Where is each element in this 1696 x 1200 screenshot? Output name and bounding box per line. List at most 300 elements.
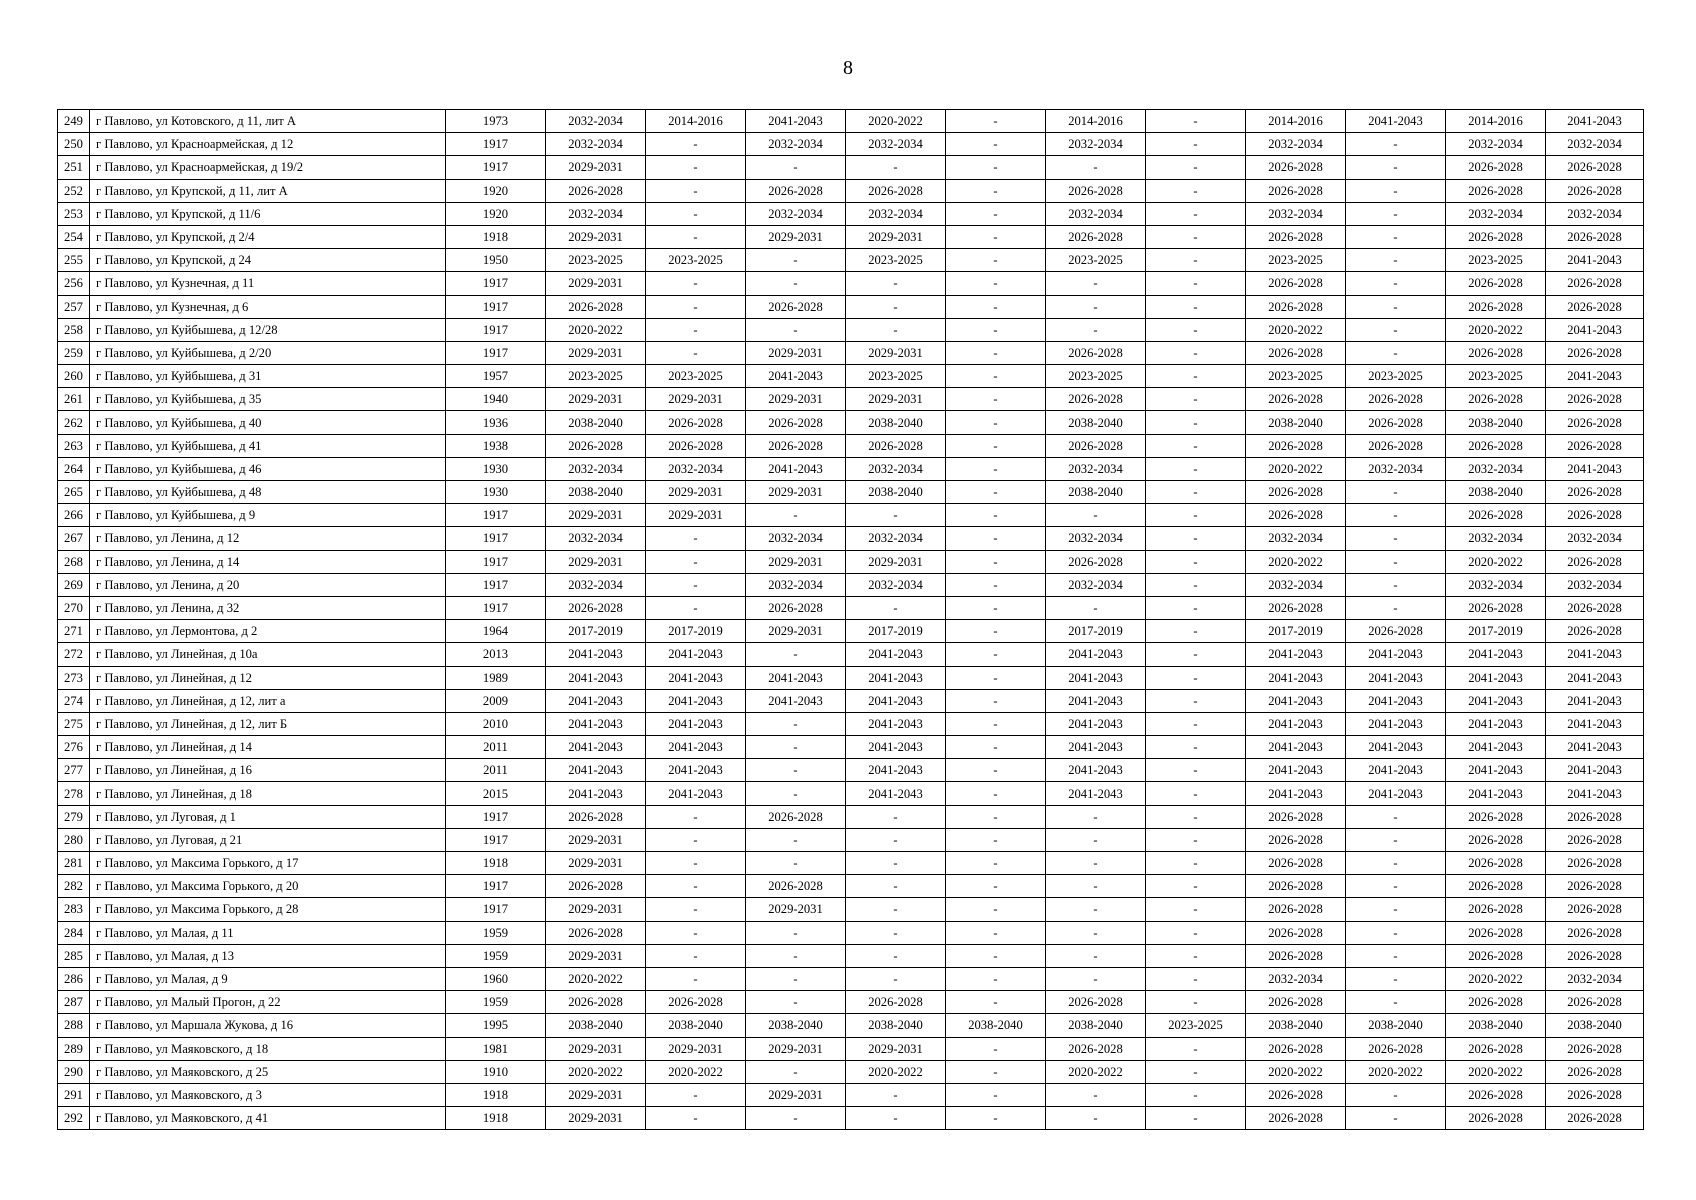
row-number-cell: 289 [58,1037,90,1060]
period-cell-5: - [946,898,1046,921]
period-cell-5: - [946,736,1046,759]
period-cell-5: - [946,759,1046,782]
period-cell-10: 2041-2043 [1446,666,1546,689]
period-cell-6: 2026-2028 [1046,179,1146,202]
period-cell-8: 2032-2034 [1246,202,1346,225]
address-cell: г Павлово, ул Линейная, д 12 [90,666,446,689]
period-cell-3: 2026-2028 [746,434,846,457]
period-cell-11: 2041-2043 [1546,249,1644,272]
period-cell-1: 2041-2043 [546,782,646,805]
period-cell-11: 2026-2028 [1546,225,1644,248]
period-cell-4: 2032-2034 [846,202,946,225]
period-cell-7: - [1146,573,1246,596]
housing-repair-schedule-table [57,109,1644,1130]
period-cell-11: 2026-2028 [1546,1060,1644,1083]
period-cell-5: - [946,504,1046,527]
period-cell-6: - [1046,272,1146,295]
period-cell-10: 2041-2043 [1446,712,1546,735]
period-cell-10: 2026-2028 [1446,991,1546,1014]
row-number-cell: 254 [58,225,90,248]
period-cell-4: 2029-2031 [846,550,946,573]
table-row [58,736,1644,759]
period-cell-5: - [946,991,1046,1014]
period-cell-4: 2041-2043 [846,712,946,735]
period-cell-7: - [1146,991,1246,1014]
period-cell-6: - [1046,967,1146,990]
period-cell-1: 2032-2034 [546,527,646,550]
period-cell-4: - [846,828,946,851]
period-cell-2: 2026-2028 [646,411,746,434]
table-row [58,388,1644,411]
period-cell-1: 2038-2040 [546,1014,646,1037]
period-cell-5: - [946,828,1046,851]
period-cell-11: 2026-2028 [1546,550,1644,573]
row-number-cell: 250 [58,133,90,156]
period-cell-2: 2032-2034 [646,457,746,480]
period-cell-7: - [1146,666,1246,689]
period-cell-2: 2017-2019 [646,620,746,643]
period-cell-10: 2041-2043 [1446,643,1546,666]
period-cell-3: 2041-2043 [746,110,846,133]
period-cell-2: 2029-2031 [646,388,746,411]
period-cell-11: 2041-2043 [1546,736,1644,759]
period-cell-6: - [1046,898,1146,921]
period-cell-7: - [1146,1060,1246,1083]
period-cell-4: 2032-2034 [846,527,946,550]
period-cell-3: 2029-2031 [746,620,846,643]
period-cell-3: - [746,318,846,341]
period-cell-3: - [746,736,846,759]
period-cell-6: - [1046,1107,1146,1130]
row-number-cell: 267 [58,527,90,550]
period-cell-4: 2038-2040 [846,481,946,504]
period-cell-9: - [1346,1107,1446,1130]
period-cell-11: 2026-2028 [1546,1107,1644,1130]
period-cell-8: 2026-2028 [1246,875,1346,898]
period-cell-7: - [1146,921,1246,944]
table-row [58,596,1644,619]
period-cell-10: 2026-2028 [1446,805,1546,828]
period-cell-8: 2026-2028 [1246,898,1346,921]
row-number-cell: 279 [58,805,90,828]
period-cell-5: - [946,295,1046,318]
period-cell-7: - [1146,1037,1246,1060]
period-cell-4: 2041-2043 [846,666,946,689]
period-cell-5: - [946,1083,1046,1106]
period-cell-6: 2032-2034 [1046,573,1146,596]
period-cell-3: 2026-2028 [746,875,846,898]
table-row [58,1107,1644,1130]
period-cell-5: - [946,110,1046,133]
period-cell-2: 2023-2025 [646,249,746,272]
address-cell: г Павлово, ул Ленина, д 32 [90,596,446,619]
period-cell-5: - [946,550,1046,573]
period-cell-11: 2026-2028 [1546,504,1644,527]
row-number-cell: 281 [58,852,90,875]
period-cell-1: 2029-2031 [546,156,646,179]
period-cell-9: 2041-2043 [1346,666,1446,689]
period-cell-4: - [846,1083,946,1106]
period-cell-8: 2026-2028 [1246,504,1346,527]
period-cell-1: 2029-2031 [546,388,646,411]
period-cell-4: - [846,596,946,619]
period-cell-2: - [646,921,746,944]
period-cell-9: 2026-2028 [1346,434,1446,457]
period-cell-8: 2026-2028 [1246,179,1346,202]
period-cell-5: - [946,457,1046,480]
period-cell-3: 2032-2034 [746,527,846,550]
period-cell-1: 2020-2022 [546,318,646,341]
period-cell-11: 2026-2028 [1546,179,1644,202]
build-year-cell: 1917 [446,805,546,828]
row-number-cell: 253 [58,202,90,225]
period-cell-10: 2020-2022 [1446,550,1546,573]
period-cell-9: - [1346,156,1446,179]
period-cell-1: 2029-2031 [546,944,646,967]
period-cell-10: 2026-2028 [1446,179,1546,202]
row-number-cell: 292 [58,1107,90,1130]
row-number-cell: 264 [58,457,90,480]
period-cell-1: 2029-2031 [546,504,646,527]
period-cell-11: 2026-2028 [1546,898,1644,921]
period-cell-2: - [646,202,746,225]
period-cell-11: 2032-2034 [1546,202,1644,225]
period-cell-4: 2023-2025 [846,249,946,272]
period-cell-1: 2038-2040 [546,411,646,434]
period-cell-9: - [1346,225,1446,248]
period-cell-9: - [1346,875,1446,898]
period-cell-2: - [646,967,746,990]
period-cell-3: - [746,249,846,272]
period-cell-7: - [1146,596,1246,619]
address-cell: г Павлово, ул Лермонтова, д 2 [90,620,446,643]
period-cell-4: - [846,318,946,341]
row-number-cell: 262 [58,411,90,434]
period-cell-9: 2041-2043 [1346,110,1446,133]
period-cell-8: 2026-2028 [1246,272,1346,295]
period-cell-9: - [1346,805,1446,828]
period-cell-6: 2020-2022 [1046,1060,1146,1083]
period-cell-1: 2041-2043 [546,666,646,689]
period-cell-5: - [946,411,1046,434]
period-cell-6: 2038-2040 [1046,1014,1146,1037]
table-row [58,295,1644,318]
table-row [58,921,1644,944]
period-cell-7: - [1146,434,1246,457]
table-row [58,805,1644,828]
period-cell-3: - [746,156,846,179]
period-cell-11: 2026-2028 [1546,434,1644,457]
period-cell-10: 2026-2028 [1446,1107,1546,1130]
period-cell-2: 2014-2016 [646,110,746,133]
period-cell-9: - [1346,921,1446,944]
period-cell-2: - [646,133,746,156]
period-cell-1: 2029-2031 [546,1037,646,1060]
period-cell-6: - [1046,875,1146,898]
period-cell-8: 2041-2043 [1246,666,1346,689]
period-cell-6: 2026-2028 [1046,991,1146,1014]
period-cell-4: 2029-2031 [846,388,946,411]
period-cell-2: - [646,272,746,295]
period-cell-8: 2026-2028 [1246,828,1346,851]
period-cell-11: 2041-2043 [1546,782,1644,805]
table-row [58,875,1644,898]
row-number-cell: 260 [58,365,90,388]
period-cell-3: 2038-2040 [746,1014,846,1037]
period-cell-7: - [1146,689,1246,712]
row-number-cell: 258 [58,318,90,341]
period-cell-10: 2014-2016 [1446,110,1546,133]
period-cell-4: 2020-2022 [846,1060,946,1083]
period-cell-4: - [846,898,946,921]
table-row [58,1060,1644,1083]
period-cell-5: - [946,967,1046,990]
period-cell-8: 2041-2043 [1246,736,1346,759]
table-row [58,365,1644,388]
period-cell-7: - [1146,736,1246,759]
period-cell-2: - [646,156,746,179]
period-cell-7: - [1146,202,1246,225]
row-number-cell: 291 [58,1083,90,1106]
table-row [58,202,1644,225]
period-cell-9: - [1346,249,1446,272]
period-cell-9: 2032-2034 [1346,457,1446,480]
period-cell-5: - [946,944,1046,967]
period-cell-10: 2038-2040 [1446,1014,1546,1037]
row-number-cell: 259 [58,341,90,364]
period-cell-2: - [646,550,746,573]
build-year-cell: 1930 [446,481,546,504]
row-number-cell: 263 [58,434,90,457]
period-cell-9: - [1346,179,1446,202]
period-cell-6: - [1046,852,1146,875]
build-year-cell: 1989 [446,666,546,689]
period-cell-1: 2026-2028 [546,295,646,318]
row-number-cell: 283 [58,898,90,921]
period-cell-4: 2023-2025 [846,365,946,388]
period-cell-2: - [646,527,746,550]
period-cell-8: 2041-2043 [1246,712,1346,735]
period-cell-7: - [1146,411,1246,434]
period-cell-6: - [1046,1083,1146,1106]
row-number-cell: 255 [58,249,90,272]
address-cell: г Павлово, ул Маяковского, д 25 [90,1060,446,1083]
period-cell-9: - [1346,852,1446,875]
row-number-cell: 278 [58,782,90,805]
period-cell-10: 2017-2019 [1446,620,1546,643]
table-row [58,179,1644,202]
period-cell-5: - [946,179,1046,202]
build-year-cell: 2010 [446,712,546,735]
period-cell-9: 2026-2028 [1346,620,1446,643]
period-cell-8: 2020-2022 [1246,318,1346,341]
period-cell-1: 2029-2031 [546,828,646,851]
period-cell-7: - [1146,828,1246,851]
period-cell-5: - [946,620,1046,643]
period-cell-11: 2032-2034 [1546,527,1644,550]
period-cell-11: 2041-2043 [1546,318,1644,341]
period-cell-11: 2026-2028 [1546,596,1644,619]
period-cell-3: - [746,1060,846,1083]
period-cell-6: 2026-2028 [1046,1037,1146,1060]
row-number-cell: 276 [58,736,90,759]
build-year-cell: 1964 [446,620,546,643]
period-cell-3: - [746,828,846,851]
period-cell-2: 2026-2028 [646,991,746,1014]
period-cell-7: - [1146,643,1246,666]
table-row [58,249,1644,272]
address-cell: г Павлово, ул Маяковского, д 18 [90,1037,446,1060]
period-cell-3: - [746,1107,846,1130]
period-cell-6: 2017-2019 [1046,620,1146,643]
period-cell-11: 2032-2034 [1546,133,1644,156]
period-cell-4: 2032-2034 [846,457,946,480]
period-cell-8: 2038-2040 [1246,411,1346,434]
period-cell-8: 2026-2028 [1246,434,1346,457]
period-cell-9: 2023-2025 [1346,365,1446,388]
period-cell-8: 2041-2043 [1246,759,1346,782]
period-cell-3: - [746,991,846,1014]
period-cell-9: 2020-2022 [1346,1060,1446,1083]
build-year-cell: 1960 [446,967,546,990]
period-cell-5: - [946,225,1046,248]
period-cell-2: 2023-2025 [646,365,746,388]
table-row [58,225,1644,248]
row-number-cell: 275 [58,712,90,735]
period-cell-8: 2026-2028 [1246,596,1346,619]
period-cell-9: - [1346,481,1446,504]
build-year-cell: 1957 [446,365,546,388]
period-cell-4: 2038-2040 [846,1014,946,1037]
build-year-cell: 2013 [446,643,546,666]
period-cell-10: 2020-2022 [1446,967,1546,990]
period-cell-2: 2029-2031 [646,481,746,504]
period-cell-4: 2041-2043 [846,689,946,712]
period-cell-7: - [1146,225,1246,248]
table-row [58,457,1644,480]
address-cell: г Павлово, ул Линейная, д 10а [90,643,446,666]
period-cell-10: 2026-2028 [1446,388,1546,411]
period-cell-9: - [1346,898,1446,921]
period-cell-2: 2041-2043 [646,759,746,782]
period-cell-3: 2041-2043 [746,666,846,689]
period-cell-10: 2020-2022 [1446,1060,1546,1083]
build-year-cell: 1917 [446,295,546,318]
period-cell-3: 2032-2034 [746,133,846,156]
period-cell-3: 2026-2028 [746,596,846,619]
build-year-cell: 1981 [446,1037,546,1060]
period-cell-10: 2041-2043 [1446,689,1546,712]
period-cell-8: 2026-2028 [1246,991,1346,1014]
period-cell-3: 2032-2034 [746,573,846,596]
build-year-cell: 1930 [446,457,546,480]
period-cell-3: 2029-2031 [746,481,846,504]
period-cell-9: 2026-2028 [1346,411,1446,434]
period-cell-2: - [646,596,746,619]
period-cell-8: 2026-2028 [1246,388,1346,411]
period-cell-7: - [1146,318,1246,341]
period-cell-1: 2032-2034 [546,110,646,133]
period-cell-5: - [946,341,1046,364]
period-cell-11: 2041-2043 [1546,110,1644,133]
table-row [58,991,1644,1014]
period-cell-11: 2026-2028 [1546,805,1644,828]
address-cell: г Павлово, ул Луговая, д 21 [90,828,446,851]
period-cell-6: - [1046,318,1146,341]
period-cell-7: - [1146,295,1246,318]
period-cell-3: - [746,272,846,295]
row-number-cell: 261 [58,388,90,411]
address-cell: г Павлово, ул Кузнечная, д 6 [90,295,446,318]
build-year-cell: 1936 [446,411,546,434]
table-row [58,689,1644,712]
period-cell-10: 2026-2028 [1446,596,1546,619]
period-cell-6: 2041-2043 [1046,782,1146,805]
period-cell-10: 2026-2028 [1446,341,1546,364]
period-cell-6: 2032-2034 [1046,133,1146,156]
period-cell-7: - [1146,365,1246,388]
period-cell-6: - [1046,944,1146,967]
table-row [58,1037,1644,1060]
period-cell-2: - [646,1107,746,1130]
period-cell-2: 2029-2031 [646,1037,746,1060]
address-cell: г Павлово, ул Луговая, д 1 [90,805,446,828]
period-cell-1: 2029-2031 [546,341,646,364]
period-cell-11: 2026-2028 [1546,295,1644,318]
period-cell-10: 2026-2028 [1446,1083,1546,1106]
build-year-cell: 1917 [446,318,546,341]
period-cell-4: - [846,852,946,875]
period-cell-5: 2038-2040 [946,1014,1046,1037]
table-row [58,643,1644,666]
period-cell-8: 2023-2025 [1246,249,1346,272]
period-cell-8: 2032-2034 [1246,967,1346,990]
period-cell-4: 2041-2043 [846,782,946,805]
period-cell-7: - [1146,388,1246,411]
period-cell-5: - [946,318,1046,341]
period-cell-1: 2026-2028 [546,921,646,944]
period-cell-2: - [646,898,746,921]
period-cell-6: 2032-2034 [1046,457,1146,480]
period-cell-8: 2026-2028 [1246,852,1346,875]
period-cell-6: 2026-2028 [1046,225,1146,248]
period-cell-8: 2026-2028 [1246,921,1346,944]
build-year-cell: 1959 [446,991,546,1014]
period-cell-4: 2026-2028 [846,179,946,202]
address-cell: г Павлово, ул Линейная, д 12, лит а [90,689,446,712]
period-cell-4: 2017-2019 [846,620,946,643]
period-cell-7: - [1146,272,1246,295]
period-cell-7: - [1146,481,1246,504]
period-cell-1: 2026-2028 [546,991,646,1014]
period-cell-4: - [846,272,946,295]
period-cell-2: 2041-2043 [646,666,746,689]
period-cell-6: 2041-2043 [1046,759,1146,782]
address-cell: г Павлово, ул Максима Горького, д 28 [90,898,446,921]
period-cell-3: 2026-2028 [746,295,846,318]
period-cell-1: 2026-2028 [546,875,646,898]
address-cell: г Павлово, ул Линейная, д 12, лит Б [90,712,446,735]
build-year-cell: 1918 [446,1083,546,1106]
period-cell-7: - [1146,967,1246,990]
period-cell-11: 2026-2028 [1546,388,1644,411]
period-cell-10: 2026-2028 [1446,295,1546,318]
period-cell-5: - [946,249,1046,272]
period-cell-9: - [1346,944,1446,967]
table-row [58,272,1644,295]
period-cell-9: - [1346,272,1446,295]
row-number-cell: 256 [58,272,90,295]
